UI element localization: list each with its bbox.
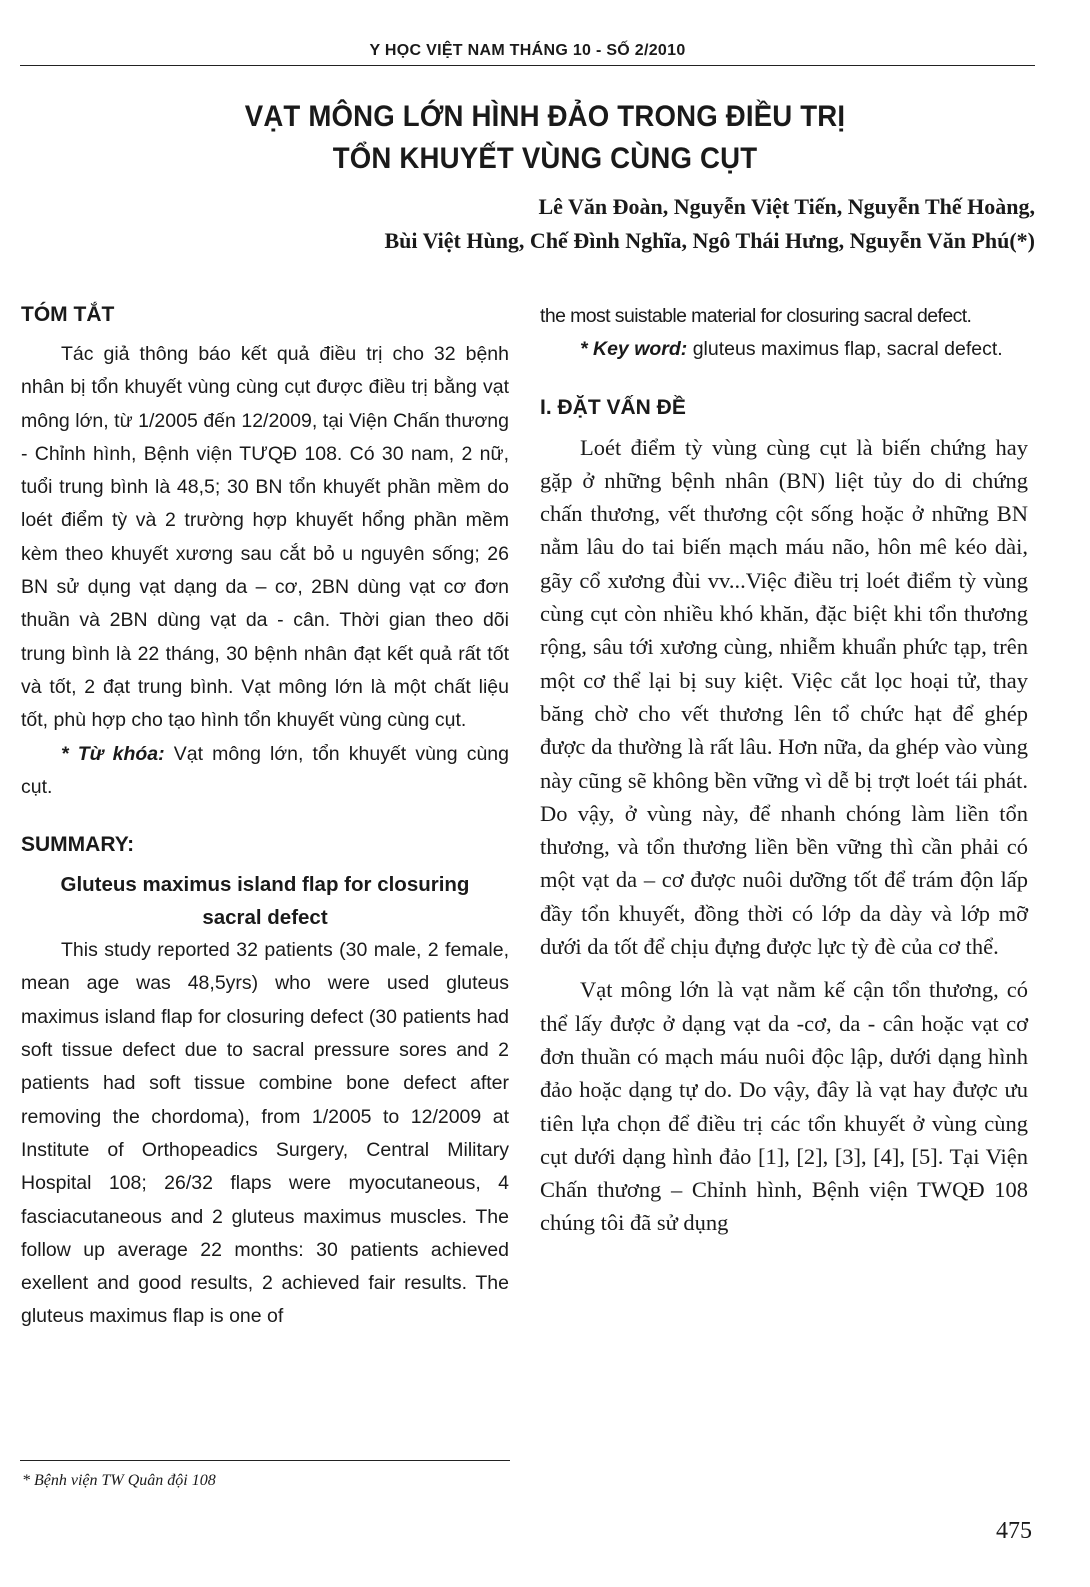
introduction-heading: I. ĐẶT VẤN ĐỀ: [540, 395, 686, 419]
page-number: 475: [996, 1518, 1032, 1544]
journal-header: [20, 40, 1035, 70]
keywords-vi-text: Vạt mông lớn, tổn khuyết vùng cùng cụt.: [21, 742, 510, 798]
authors-line-1: Lê Văn Đoàn, Nguyễn Việt Tiến, Nguyễn Thế Hoàng,: [538, 194, 1035, 219]
title-line-1: VẠT MÔNG LỚN HÌNH ĐẢO TRONG ĐIỀU TRỊ: [244, 100, 846, 133]
author-list: [384, 190, 1035, 258]
summary-body-continued: the most suistable material for closuring sacral defect.: [540, 305, 972, 327]
keywords-en-label: * Key word:: [580, 338, 688, 361]
article-title: [99, 96, 991, 180]
journal-name: Y HỌC VIỆT NAM THÁNG 10 - SỐ 2/2010: [359, 42, 695, 59]
summary-keywords: [540, 333, 1028, 366]
footnote-rule: [20, 1460, 510, 1461]
header-rule: [20, 65, 1035, 66]
right-column: [540, 300, 1028, 1240]
introduction-paragraph-1: Loét điểm tỳ vùng cùng cụt là biến chứng hay gặp ở những bệnh nhân (BN) liệt tủy do di chứng chấn thương, vết thương cột sống hoặc ở những BN nằm lâu do tai biến mạch máu não, hôn mê kéo dài, gãy cổ xương đùi vv...Việc điều trị loét điểm tỳ vùng cùng cụt còn nhiều khó khăn, đặc biệt khi tổn thương rộng, sâu tới xương cùng, nhiễm khuẩn phức tạp, trên một cơ thể lại bị suy kiệt. Việc cắt lọc hoại tử, thay băng chờ cho vết thương lên tổ chức hạt để ghép được da thường là rất lâu. Hơn nữa, da ghép vào vùng này cũng sẽ không bền vững vì dễ bị trợt loét tái phát. Do vậy, ở vùng này, để nhanh chóng làm liền tổn thương, và tổn thương liền bền vững thì cần phải có một vạt da – cơ được nuôi dưỡng tốt để trám độn lấp đầy tổn khuyết, đồng thời có lớp da dày và lớp mỡ dưới da tốt để chịu đựng được lực tỳ đè của cơ thể.: [540, 434, 1028, 960]
abstract-vi-keywords: [21, 738, 509, 805]
introduction-paragraph-2: Vạt mông lớn là vạt nằm kế cận tổn thương, có thể lấy được ở dạng vạt da -cơ, da - cân hoặc vạt cơ đơn thuần có mạch máu nuôi độc lập, dưới dạng hình đảo hoặc dạng tự do. Do vậy, đây là vạt hay được ưu tiên lựa chọn để điều trị các tổn khuyết ở vùng cùng cụt dưới dạng hình đảo [1], [2], [3], [4], [5]. Tại Viện Chấn thương – Chỉnh hình, Bệnh viện TWQĐ 108 chúng tôi đã sử dụng: [540, 977, 1028, 1236]
summary-body: This study reported 32 patients (30 male, 2 female, mean age was 48,5yrs) who were used gluteus maximus island flap for closuring defect (30 patients had soft tissue defect due to sacral pressure sores and 2 patients had soft tissue combine bone defect after removing the chordoma), from 1/2005 to 12/2009 at Institute of Orthopeadics Surgery, Central Military Hospital 108; 26/32 flaps were myocutaneous, 4 fasciacutaneous and 2 gluteus maximus muscles. The follow up average 22 months: 30 patients achieved exellent and good results, 2 achieved fair results. The gluteus maximus flap is one of: [21, 939, 509, 1328]
footnote: * Bệnh viện TW Quân đội 108: [22, 1472, 216, 1489]
summary-title: Gluteus maximus island flap for closuring sacral defect: [60, 873, 470, 930]
keywords-vi-label: * Từ khóa:: [61, 742, 165, 765]
abstract-vi-heading: TÓM TẮT: [21, 303, 115, 326]
keywords-en-text: gluteus maximus flap, sacral defect.: [687, 338, 1003, 361]
title-line-2: TỔN KHUYẾT VÙNG CÙNG CỤT: [332, 142, 758, 175]
authors-line-2: Bùi Việt Hùng, Chế Đình Nghĩa, Ngô Thái Hưng, Nguyễn Văn Phú(*): [384, 228, 1035, 253]
left-column: [21, 300, 509, 1334]
summary-heading: SUMMARY:: [21, 833, 135, 857]
abstract-vi-body: Tác giả thông báo kết quả điều trị cho 32 bệnh nhân bị tổn khuyết vùng cùng cụt được điều trị bằng vạt mông lớn, từ 1/2005 đến 12/2009, tại Viện Chấn thương - Chỉnh hình, Bệnh viện TƯQĐ 108. Có 30 nam, 2 nữ, tuổi trung bình là 48,5; 30 BN tổn khuyết phần mềm do loét điểm tỳ và 2 trường hợp khuyết hổng phần mềm kèm theo khuyết xương sau cắt bỏ u nguyên sống; 26 BN sử dụng vạt dạng da – cơ, 2BN dùng vạt cơ đơn thuần và 2BN dùng vạt da - cân. Thời gian theo dõi trung bình là 22 tháng, 30 bệnh nhân đạt kết quả rất tốt và tốt, 2 đạt trung bình. Vạt mông lớn là một chất liệu tốt, phù hợp cho tạo hình tổn khuyết vùng cùng cụt.: [21, 343, 509, 732]
